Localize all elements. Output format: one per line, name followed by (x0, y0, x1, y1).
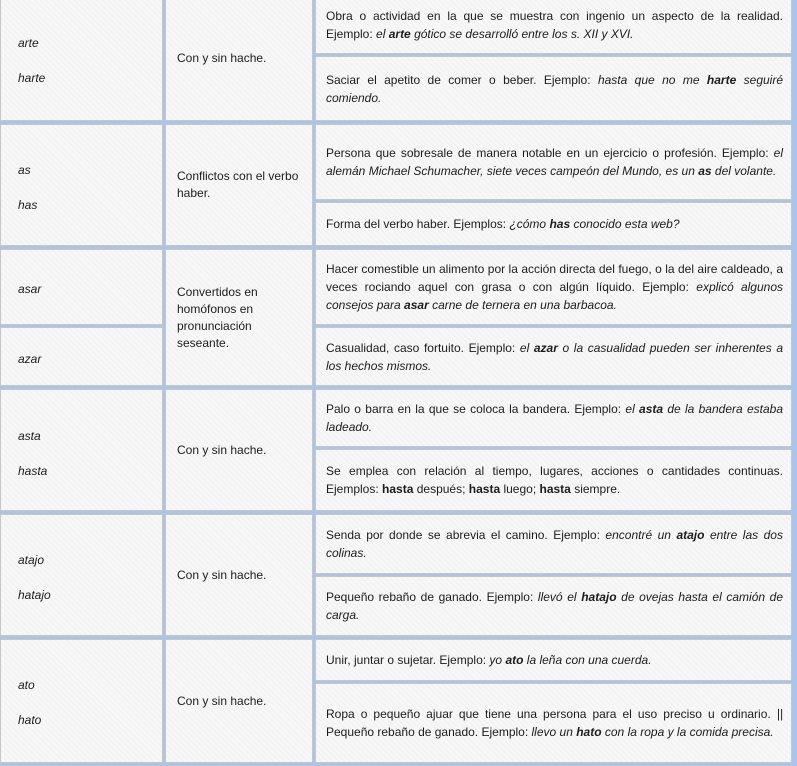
definition-text (326, 588, 783, 624)
definition-segment: con la ropa y la comida precisa. (601, 725, 774, 739)
emphasis-bold: arte (388, 27, 411, 41)
definition-segment: Pequeño rebaño de ganado. Ejemplo: (326, 725, 532, 739)
definition-segment: hasta (468, 482, 501, 496)
definition-cell (315, 202, 792, 246)
definition-segment (576, 725, 601, 739)
definition-segment (505, 653, 523, 667)
definition-segment (707, 73, 736, 87)
definition-text (326, 260, 783, 314)
definition-segment (389, 27, 411, 41)
homophone-word: ato (18, 678, 35, 692)
definition-text (326, 651, 783, 669)
homophone-word: harte (18, 71, 46, 85)
word-cell (0, 514, 163, 636)
definition-segment (639, 402, 663, 416)
emphasis-bold: azar (533, 340, 558, 355)
definition-cell (315, 249, 792, 325)
definition-segment: del volante. (711, 164, 777, 178)
definition-segment: hasta (382, 482, 414, 496)
emphasis-bold: harte (706, 72, 737, 87)
definition-segment (549, 217, 570, 231)
homophone-word: has (18, 198, 38, 212)
definition-segment: Ropa o pequeño ajuar que tiene una persona para el uso preciso u ordinario. (326, 707, 777, 721)
definition-segment (581, 590, 616, 604)
definition-segment: Senda por donde se abrevia el camino. Ejemplo: (326, 528, 606, 542)
definition-segment: Saciar el apetito de comer o beber. Ejemplo: (326, 72, 598, 87)
definition-segment (698, 164, 711, 178)
relation-text: Convertidos en homófonos en pronunciación seseante. (177, 284, 258, 350)
homophone-word: hatajo (18, 588, 51, 602)
definition-cell (315, 449, 792, 511)
definition-segment: encontré un (605, 528, 677, 542)
definition-segment: el (625, 402, 640, 416)
definition-segment (534, 341, 558, 355)
definition-segment: || (776, 707, 783, 721)
homophone-word: hato (18, 713, 42, 727)
relation-cell (165, 639, 313, 763)
emphasis-bold: hato (576, 725, 602, 739)
definition-segment: llevo un (531, 725, 577, 739)
definition-segment: Casualidad, caso fortuito. Ejemplo: (326, 340, 520, 355)
relation-cell (165, 514, 313, 636)
definition-cell (315, 683, 792, 763)
relation-text: Con y sin hache. (177, 567, 267, 582)
definition-cell (315, 639, 792, 681)
homophone-word: asta (18, 429, 41, 443)
emphasis-bold: has (549, 217, 571, 231)
relation-text: Conflictos con el verbo haber. (177, 169, 299, 200)
definition-segment: Forma del verbo haber. Ejemplos: (326, 217, 510, 231)
definition-text (326, 526, 783, 562)
definition-cell (315, 0, 792, 54)
homophone-word: as (18, 163, 31, 177)
definition-segment: Obra o actividad en la que se muestra con ingenio un aspecto de la realidad. Ejemplo: (326, 9, 783, 41)
definition-text (326, 400, 783, 436)
word-cell (0, 389, 163, 511)
definition-segment: de la bandera estaba ladeado. (326, 402, 783, 434)
definition-segment (676, 528, 704, 542)
word-cell (0, 249, 163, 325)
relation-text: Con y sin hache. (177, 51, 267, 65)
definition-segment: ¿cómo (509, 217, 550, 231)
definition-text (326, 705, 783, 741)
definition-cell (315, 124, 792, 200)
definition-segment: Hacer comestible un alimento por la acción directa del fuego, o la del aire caldeado, a veces rociando aquel con grasa o con algún líquido. Ejemplo: (326, 262, 783, 294)
definition-segment: hasta (539, 482, 571, 496)
relation-cell (165, 389, 313, 511)
definition-segment: Persona que sobresale de manera notable en un ejercicio o profesión. Ejemplo: (326, 146, 774, 160)
relation-text: Con y sin hache. (177, 442, 267, 457)
relation-text: Con y sin hache. (177, 693, 267, 708)
definition-segment: de ovejas hasta el camión de carga. (326, 590, 784, 622)
definition-segment: siempre. (570, 482, 621, 496)
definition-cell (315, 327, 792, 386)
homophone-word: azar (18, 352, 42, 366)
definition-cell (315, 576, 792, 636)
word-cell (0, 124, 163, 246)
definition-segment: luego; (500, 482, 540, 496)
definition-segment: el (376, 27, 389, 41)
definition-segment: seguiré comiendo. (326, 72, 783, 105)
definition-segment: o la casualidad pueden ser inherentes a los hechos mismos. (326, 340, 784, 373)
definition-segment: carne de ternera en una barbacoa. (428, 298, 617, 312)
definition-segment: el (519, 340, 534, 355)
homophone-word: arte (18, 36, 39, 50)
definition-text (326, 7, 783, 43)
emphasis-bold: asar (404, 298, 429, 312)
definition-segment: después; (413, 482, 469, 496)
emphasis-bold: as (698, 164, 712, 178)
homophone-word: hasta (18, 464, 48, 478)
definition-text (326, 215, 783, 233)
definition-text (326, 462, 783, 498)
definition-segment: yo (489, 653, 506, 667)
definition-cell (315, 389, 792, 447)
emphasis-bold: ato (505, 653, 524, 667)
relation-cell (165, 124, 313, 246)
definition-segment: llevó el (537, 590, 582, 604)
definition-cell (315, 56, 792, 121)
relation-cell (165, 0, 313, 121)
word-cell (0, 639, 163, 763)
definition-segment: la leña con una cuerda. (523, 653, 652, 667)
definition-segment: Se emplea con relación al tiempo, lugares, acciones o cantidades continuas. Ejemplos: (326, 464, 783, 496)
definition-segment: Pequeño rebaño de ganado. Ejemplo: (326, 590, 538, 604)
relation-cell (165, 249, 313, 386)
definition-text (326, 144, 783, 180)
definition-segment: Unir, juntar o sujetar. Ejemplo: (326, 653, 490, 667)
definition-segment: gótico se desarrolló entre los s. XII y XVI. (410, 27, 634, 41)
definition-text (326, 339, 783, 375)
definition-segment: hasta que no me (597, 72, 707, 87)
word-cell (0, 327, 163, 386)
word-cell (0, 0, 163, 121)
definition-text (326, 71, 783, 107)
definition-segment (404, 298, 429, 312)
definition-segment: entre las dos colinas. (326, 528, 783, 560)
emphasis-bold: asta (639, 402, 664, 416)
definition-segment: el alemán Michael Schumacher, siete veces campeón del Mundo, es un (326, 146, 783, 178)
definition-segment: conocido esta web? (570, 217, 680, 231)
emphasis-bold: hatajo (581, 590, 617, 604)
emphasis-bold: atajo (676, 528, 705, 542)
definition-cell (315, 514, 792, 574)
definition-segment: Palo o barra en la que se coloca la bandera. Ejemplo: (326, 402, 626, 416)
homophone-word: asar (18, 282, 42, 296)
homophone-word: atajo (18, 553, 45, 567)
definition-segment: explicó algunos consejos para (326, 280, 783, 312)
